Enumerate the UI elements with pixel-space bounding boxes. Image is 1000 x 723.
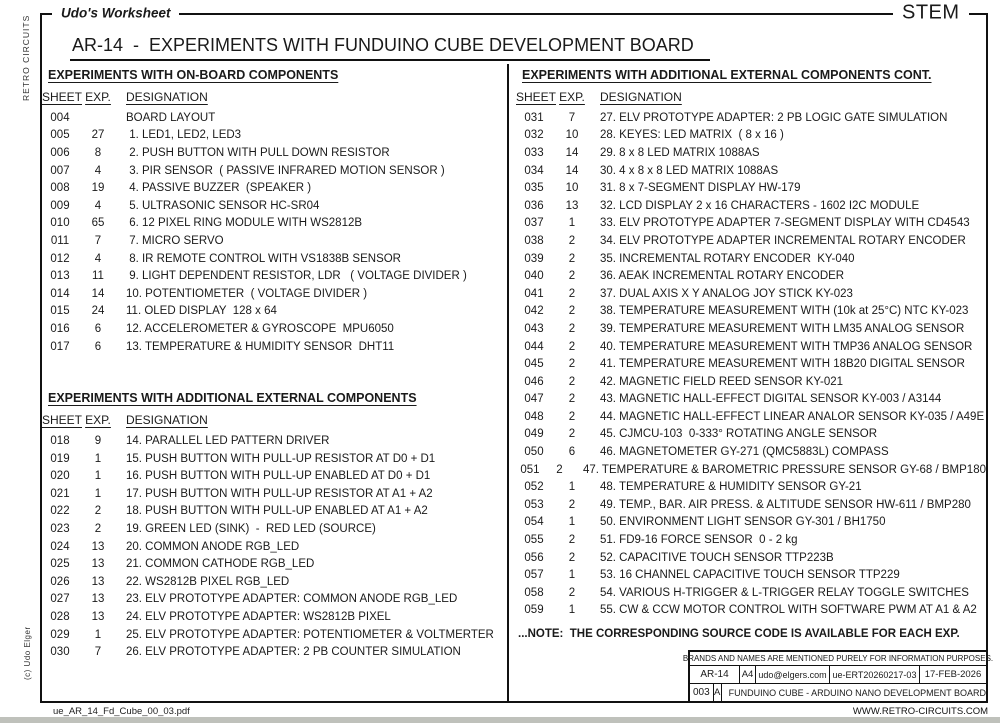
exp-count-cell: 13 — [91, 611, 105, 624]
designation-cell: 11. OLED DISPLAY 128 x 64 — [126, 305, 277, 318]
exp-count-cell: 1 — [568, 604, 576, 617]
exp-count-cell: 27 — [91, 129, 105, 142]
sheet-number-cell: 049 — [524, 428, 544, 441]
designation-cell: 41. TEMPERATURE MEASUREMENT WITH 18B20 DIGITAL SENSOR — [600, 358, 965, 371]
designation-cell: 50. ENVIRONMENT LIGHT SENSOR GY-301 / BH1750 — [600, 516, 886, 529]
sheet-column-header: SHEET — [516, 90, 557, 104]
exp-count-cell: 2 — [568, 287, 576, 300]
designation-cell: 46. MAGNETOMETER GY-271 (QMC5883L) COMPASS — [600, 446, 889, 459]
sheet-number-cell: 005 — [50, 129, 70, 142]
sheet-column-header: SHEET — [42, 90, 83, 104]
sheet-number-cell: 007 — [50, 164, 70, 177]
exp-count-cell: 4 — [94, 164, 102, 177]
exp-count-cell: 8 — [94, 146, 102, 159]
table-row — [516, 250, 986, 268]
sheet-number-cell: 057 — [524, 569, 544, 582]
sheet-number: 003 — [690, 684, 714, 701]
sheet-number-cell: 056 — [524, 551, 544, 564]
column-headers — [42, 413, 504, 430]
table-row — [516, 179, 986, 197]
designation-column-header: DESIGNATION — [126, 90, 208, 104]
exp-count-cell: 2 — [568, 498, 576, 511]
designation-cell: 14. PARALLEL LED PATTERN DRIVER — [126, 435, 330, 448]
table-row — [516, 162, 986, 180]
sheet-number-cell: 047 — [524, 393, 544, 406]
table-row — [516, 338, 986, 356]
exp-count-cell: 1 — [568, 516, 576, 529]
table-row — [42, 144, 504, 162]
board-name: FUNDUINO CUBE - ARDUINO NANO DEVELOPMENT BOARD — [728, 687, 986, 698]
table-row — [516, 355, 986, 373]
table-row — [42, 179, 504, 197]
table-row — [42, 555, 504, 573]
exp-count-cell: 2 — [568, 322, 576, 335]
sheet-number-cell: 014 — [50, 287, 70, 300]
designation-cell: 38. TEMPERATURE MEASUREMENT WITH (10k at 25°C) NTC KY-023 — [600, 305, 969, 318]
designation-cell: 37. DUAL AXIS X Y ANALOG JOY STICK KY-023 — [600, 287, 853, 300]
exp-count-cell: 2 — [556, 463, 563, 476]
copyright-vertical-label: (c) Udo Elger — [23, 626, 32, 680]
exp-count-cell: 2 — [568, 252, 576, 265]
exp-count-cell: 1 — [94, 487, 102, 500]
designation-cell: 4. PASSIVE BUZZER (SPEAKER ) — [126, 182, 312, 195]
right-column — [516, 68, 986, 640]
sheet-column-header: SHEET — [42, 413, 83, 428]
table-row — [516, 531, 986, 549]
table-row — [516, 602, 986, 620]
filename-label: ue_AR_14_Fd_Cube_00_03.pdf — [53, 706, 190, 717]
exp-count-cell: 1 — [568, 481, 576, 494]
designation-cell: 53. 16 CHANNEL CAPACITIVE TOUCH SENSOR TTP229 — [600, 569, 900, 582]
exp-count-cell: 1 — [568, 217, 576, 230]
exp-count-cell: 4 — [94, 199, 102, 212]
sheet-number-cell: 030 — [50, 646, 70, 659]
sheet-number-cell: 043 — [524, 322, 544, 335]
exp-count-cell: 24 — [91, 305, 105, 318]
sheet-number-cell: 015 — [50, 305, 70, 318]
designation-cell: 26. ELV PROTOTYPE ADAPTER: 2 PB COUNTER SIMULATION — [126, 646, 461, 659]
sheet-number-cell: 046 — [524, 375, 544, 388]
designation-cell: 21. COMMON CATHODE RGB_LED — [126, 558, 315, 571]
sheet-number-cell: 013 — [50, 270, 70, 283]
exp-count-cell: 1 — [94, 470, 102, 483]
sheet-number-cell: 039 — [524, 252, 544, 265]
exp-count-cell: 2 — [568, 375, 576, 388]
exp-count-cell: 7 — [94, 646, 102, 659]
exp-column-header: EXP. — [85, 413, 111, 428]
designation-cell: 29. 8 x 8 LED MATRIX 1088AS — [600, 146, 760, 159]
table-row — [516, 373, 986, 391]
exp-count-cell: 6 — [94, 340, 102, 353]
designation-cell: 52. CAPACITIVE TOUCH SENSOR TTP223B — [600, 551, 834, 564]
designation-cell: BOARD LAYOUT — [126, 111, 216, 124]
designation-cell: 30. 4 x 8 x 8 LED MATRIX 1088AS — [600, 164, 779, 177]
sheet-number-cell: 025 — [50, 558, 70, 571]
stem-label: STEM — [893, 1, 969, 26]
title-block-middle-row — [690, 666, 986, 684]
designation-cell: 2. PUSH BUTTON WITH PULL DOWN RESISTOR — [126, 146, 390, 159]
worksheet-label: Udo's Worksheet — [52, 5, 179, 22]
designation-cell: 33. ELV PROTOTYPE ADAPTER 7-SEGMENT DISPLAY WITH CD4543 — [600, 217, 970, 230]
table-row — [516, 461, 986, 479]
table-row — [516, 232, 986, 250]
sheet-number-cell: 045 — [524, 358, 544, 371]
table-row — [42, 267, 504, 285]
table-row — [516, 109, 986, 127]
table-row — [42, 485, 504, 503]
sheet-number-cell: 050 — [524, 446, 544, 459]
sheet-number-cell: 042 — [524, 305, 544, 318]
table-row — [42, 109, 504, 127]
sheet-number-cell: 052 — [524, 481, 544, 494]
table-row — [42, 432, 504, 450]
reference-number: ue-ERT20260217-03 — [830, 666, 920, 683]
designation-cell: 51. FD9-16 FORCE SENSOR 0 - 2 kg — [600, 534, 798, 547]
designation-cell: 12. ACCELEROMETER & GYROSCOPE MPU6050 — [126, 322, 394, 335]
exp-count-cell: 14 — [91, 287, 105, 300]
table-row — [42, 626, 504, 644]
table-row — [516, 566, 986, 584]
exp-count-cell: 10 — [565, 182, 579, 195]
exp-count-cell: 4 — [94, 252, 102, 265]
designation-cell: 45. CJMCU-103 0-333° ROTATING ANGLE SENSOR — [600, 428, 878, 441]
designation-cell: 35. INCREMENTAL ROTARY ENCODER KY-040 — [600, 252, 855, 265]
sheet-number-cell: 031 — [524, 111, 544, 124]
table-row — [42, 573, 504, 591]
website-label: WWW.RETRO-CIRCUITS.COM — [852, 706, 988, 717]
sheet-number-cell: 012 — [50, 252, 70, 265]
sheet-number-cell: 041 — [524, 287, 544, 300]
sheet-number-cell: 054 — [524, 516, 544, 529]
designation-cell: 47. TEMPERATURE & BAROMETRIC PRESSURE SENSOR GY-68 / BMP180 — [582, 463, 986, 476]
exp-count-cell: 7 — [568, 111, 576, 124]
title-block — [682, 650, 994, 703]
designation-cell: 5. ULTRASONIC SENSOR HC-SR04 — [126, 199, 320, 212]
designation-cell: 19. GREEN LED (SINK) - RED LED (SOURCE) — [126, 523, 376, 536]
sheet-number-cell: 024 — [50, 540, 70, 553]
exp-count-cell: 7 — [94, 234, 102, 247]
exp-count-cell: 2 — [568, 551, 576, 564]
table-row — [516, 285, 986, 303]
sheet-number-cell: 040 — [524, 270, 544, 283]
sheet-number-cell: 048 — [524, 410, 544, 423]
exp-count-cell: 2 — [568, 534, 576, 547]
sheet-number-cell: 051 — [520, 463, 540, 476]
table-row — [42, 320, 504, 338]
exp-count-cell: 19 — [91, 182, 105, 195]
table-row — [42, 608, 504, 626]
table-row — [42, 643, 504, 661]
sheet-number-cell: 008 — [50, 182, 70, 195]
document-id: AR-14 — [690, 666, 740, 683]
sheet-number-cell: 028 — [50, 611, 70, 624]
table-row — [42, 303, 504, 321]
designation-cell: 55. CW & CCW MOTOR CONTROL WITH SOFTWARE PWM AT A1 & A2 — [600, 604, 977, 617]
exp-count-cell: 65 — [91, 217, 105, 230]
designation-cell: 17. PUSH BUTTON WITH PULL-UP RESISTOR AT A1 + A2 — [126, 487, 433, 500]
sheet-number-cell: 018 — [50, 435, 70, 448]
sheet-number-cell: 036 — [524, 199, 544, 212]
designation-cell: 40. TEMPERATURE MEASUREMENT WITH TMP36 ANALOG SENSOR — [600, 340, 973, 353]
designation-cell: 42. MAGNETIC FIELD REED SENSOR KY-021 — [600, 375, 844, 388]
table-row — [42, 162, 504, 180]
table-row — [42, 127, 504, 145]
designation-cell: 36. AEAK INCREMENTAL ROTARY ENCODER — [600, 270, 845, 283]
table-row — [42, 538, 504, 556]
section-external-components — [42, 391, 504, 661]
table-row — [516, 549, 986, 567]
column-headers — [516, 90, 986, 107]
sheet-number-cell: 017 — [50, 340, 70, 353]
sheet-number-cell: 038 — [524, 234, 544, 247]
exp-count-cell: 2 — [568, 234, 576, 247]
exp-column-header: EXP. — [559, 90, 585, 104]
side-brand-vertical-label: RETRO CIRCUITS — [21, 14, 31, 102]
disclaimer-text: BRANDS AND NAMES ARE MENTIONED PURELY FOR INFORMATION PURPOSES. — [690, 652, 986, 666]
exp-count-cell: 11 — [92, 270, 104, 283]
sheet-number-cell: 037 — [524, 217, 544, 230]
designation-cell: 8. IR REMOTE CONTROL WITH VS1838B SENSOR — [126, 252, 401, 265]
table-row — [42, 285, 504, 303]
designation-cell: 22. WS2812B PIXEL RGB_LED — [126, 575, 290, 588]
sheet-number-cell: 032 — [524, 129, 544, 142]
designation-cell: 25. ELV PROTOTYPE ADAPTER: POTENTIOMETER & VOLTMERTER — [126, 628, 494, 641]
sheet-number-cell: 058 — [524, 586, 544, 599]
sheet-number-cell: 019 — [50, 452, 70, 465]
exp-count-cell: 2 — [568, 393, 576, 406]
table-row — [42, 215, 504, 233]
exp-count-cell: 6 — [568, 446, 576, 459]
sheet-number-cell: 034 — [524, 164, 544, 177]
section-heading: EXPERIMENTS WITH ADDITIONAL EXTERNAL COMPONENTS — [48, 391, 417, 406]
sheet-number-cell: 053 — [524, 498, 544, 511]
section-heading: EXPERIMENTS WITH ON-BOARD COMPONENTS — [48, 68, 339, 82]
exp-count-cell: 2 — [568, 586, 576, 599]
designation-cell: 20. COMMON ANODE RGB_LED — [126, 540, 300, 553]
designation-cell: 44. MAGNETIC HALL-EFFECT LINEAR ANALOR SENSOR KY-035 / A49E — [600, 410, 985, 423]
sheet-number-cell: 026 — [50, 575, 70, 588]
exp-count-cell: 2 — [568, 428, 576, 441]
table-row — [42, 250, 504, 268]
exp-count-cell: 2 — [568, 340, 576, 353]
exp-count-cell: 13 — [91, 593, 105, 606]
designation-cell: 15. PUSH BUTTON WITH PULL-UP RESISTOR AT D0 + D1 — [126, 452, 436, 465]
exp-count-cell: 13 — [91, 540, 105, 553]
paper-size: A4 — [740, 666, 756, 683]
sheet-number-cell: 059 — [524, 604, 544, 617]
table-row — [516, 496, 986, 514]
exp-count-cell: 1 — [568, 569, 576, 582]
table-row — [42, 591, 504, 609]
exp-count-cell: 6 — [94, 322, 102, 335]
table-row — [516, 584, 986, 602]
sheet-number-cell: 004 — [50, 111, 70, 124]
table-row — [516, 144, 986, 162]
table-row — [516, 303, 986, 321]
sheet-number-cell: 023 — [50, 523, 70, 536]
exp-count-cell: 1 — [94, 452, 102, 465]
revision: A — [714, 684, 722, 701]
page-title: AR-14 - EXPERIMENTS WITH FUNDUINO CUBE DEVELOPMENT BOARD — [70, 35, 710, 61]
designation-cell: 39. TEMPERATURE MEASUREMENT WITH LM35 ANALOG SENSOR — [600, 322, 965, 335]
title-block-bottom-row — [690, 684, 986, 701]
designation-cell: 1. LED1, LED2, LED3 — [126, 129, 242, 142]
table-row — [42, 503, 504, 521]
exp-count-cell: 10 — [565, 129, 579, 142]
page-bottom-edge — [0, 717, 1000, 723]
table-row — [516, 426, 986, 444]
experiment-rows — [42, 109, 504, 355]
table-row — [516, 443, 986, 461]
table-row — [516, 267, 986, 285]
designation-cell: 34. ELV PROTOTYPE ADAPTER INCREMENTAL ROTARY ENCODER — [600, 234, 966, 247]
table-row — [516, 391, 986, 409]
designation-cell: 31. 8 x 7-SEGMENT DISPLAY HW-179 — [600, 182, 801, 195]
sheet-number-cell: 021 — [50, 487, 70, 500]
sheet-number-cell: 020 — [50, 470, 70, 483]
table-row — [516, 197, 986, 215]
sheet-number-cell: 010 — [50, 217, 70, 230]
section-heading: EXPERIMENTS WITH ADDITIONAL EXTERNAL COMPONENTS CONT. — [522, 68, 932, 82]
experiment-rows — [516, 109, 986, 619]
table-row — [516, 127, 986, 145]
exp-count-cell: 9 — [94, 435, 102, 448]
designation-cell: 6. 12 PIXEL RING MODULE WITH WS2812B — [126, 217, 363, 230]
table-row — [516, 320, 986, 338]
section-onboard-components — [42, 68, 504, 355]
sheet-number-cell: 009 — [50, 199, 70, 212]
designation-cell: 43. MAGNETIC HALL-EFFECT DIGITAL SENSOR KY-003 / A3144 — [600, 393, 942, 406]
exp-count-cell: 2 — [568, 358, 576, 371]
designation-cell: 7. MICRO SERVO — [126, 234, 224, 247]
table-row — [42, 468, 504, 486]
sheet-number-cell: 016 — [50, 322, 70, 335]
table-row — [42, 338, 504, 356]
table-row — [42, 520, 504, 538]
exp-count-cell: 13 — [91, 575, 105, 588]
exp-count-cell: 14 — [565, 164, 579, 177]
designation-cell: 9. LIGHT DEPENDENT RESISTOR, LDR ( VOLTAGE DIVIDER ) — [126, 270, 467, 283]
designation-cell: 54. VARIOUS H-TRIGGER & L-TRIGGER RELAY TOGGLE SWITCHES — [600, 586, 969, 599]
designation-cell: 3. PIR SENSOR ( PASSIVE INFRARED MOTION SENSOR ) — [126, 164, 445, 177]
table-row — [516, 514, 986, 532]
author-email: udo@elgers.com — [756, 666, 830, 683]
column-divider-line — [507, 64, 509, 701]
column-headers — [42, 90, 504, 107]
exp-count-cell: 14 — [565, 146, 579, 159]
sheet-number-cell: 055 — [524, 534, 544, 547]
table-row — [42, 232, 504, 250]
designation-cell: 23. ELV PROTOTYPE ADAPTER: COMMON ANODE RGB_LED — [126, 593, 458, 606]
exp-count-cell: 2 — [568, 305, 576, 318]
exp-count-cell: 2 — [568, 270, 576, 283]
sheet-number-cell: 029 — [50, 628, 70, 641]
designation-column-header: DESIGNATION — [126, 413, 208, 428]
table-row — [516, 478, 986, 496]
designation-cell: 13. TEMPERATURE & HUMIDITY SENSOR DHT11 — [126, 340, 395, 353]
table-row — [516, 215, 986, 233]
section-external-components-cont — [516, 68, 986, 619]
designation-cell: 32. LCD DISPLAY 2 x 16 CHARACTERS - 1602 I2C MODULE — [600, 199, 920, 212]
sheet-number-cell: 022 — [50, 505, 70, 518]
table-row — [42, 197, 504, 215]
table-row — [42, 450, 504, 468]
designation-cell: 27. ELV PROTOTYPE ADAPTER: 2 PB LOGIC GATE SIMULATION — [600, 111, 948, 124]
exp-column-header: EXP. — [85, 90, 111, 104]
designation-cell: 24. ELV PROTOTYPE ADAPTER: WS2812B PIXEL — [126, 611, 391, 624]
designation-cell: 28. KEYES: LED MATRIX ( 8 x 16 ) — [600, 129, 784, 142]
experiment-rows — [42, 432, 504, 661]
exp-count-cell: 2 — [94, 523, 102, 536]
sheet-number-cell: 044 — [524, 340, 544, 353]
sheet-number-cell: 011 — [50, 234, 70, 247]
sheet-number-cell: 035 — [524, 182, 544, 195]
sheet-number-cell: 033 — [524, 146, 544, 159]
exp-count-cell: 2 — [568, 410, 576, 423]
sheet-number-cell: 027 — [50, 593, 70, 606]
exp-count-cell: 2 — [94, 505, 102, 518]
exp-count-cell: 1 — [94, 628, 102, 641]
designation-cell: 16. PUSH BUTTON WITH PULL-UP ENABLED AT D0 + D1 — [126, 470, 431, 483]
exp-count-cell: 13 — [91, 558, 105, 571]
designation-cell: 48. TEMPERATURE & HUMIDITY SENSOR GY-21 — [600, 481, 862, 494]
designation-cell: 49. TEMP., BAR. AIR PRESS. & ALTITUDE SENSOR HW-611 / BMP280 — [600, 498, 971, 511]
designation-cell: 10. POTENTIOMETER ( VOLTAGE DIVIDER ) — [126, 287, 368, 300]
source-code-note: ...NOTE: THE CORRESPONDING SOURCE CODE IS AVAILABLE FOR EACH EXP. — [518, 628, 960, 641]
exp-count-cell: 13 — [565, 199, 579, 212]
designation-cell: 18. PUSH BUTTON WITH PULL-UP ENABLED AT A1 + A2 — [126, 505, 428, 518]
left-column — [42, 68, 504, 661]
document-date: 17-FEB-2026 — [924, 669, 982, 680]
table-row — [516, 408, 986, 426]
designation-column-header: DESIGNATION — [600, 90, 682, 104]
sheet-number-cell: 006 — [50, 146, 70, 159]
